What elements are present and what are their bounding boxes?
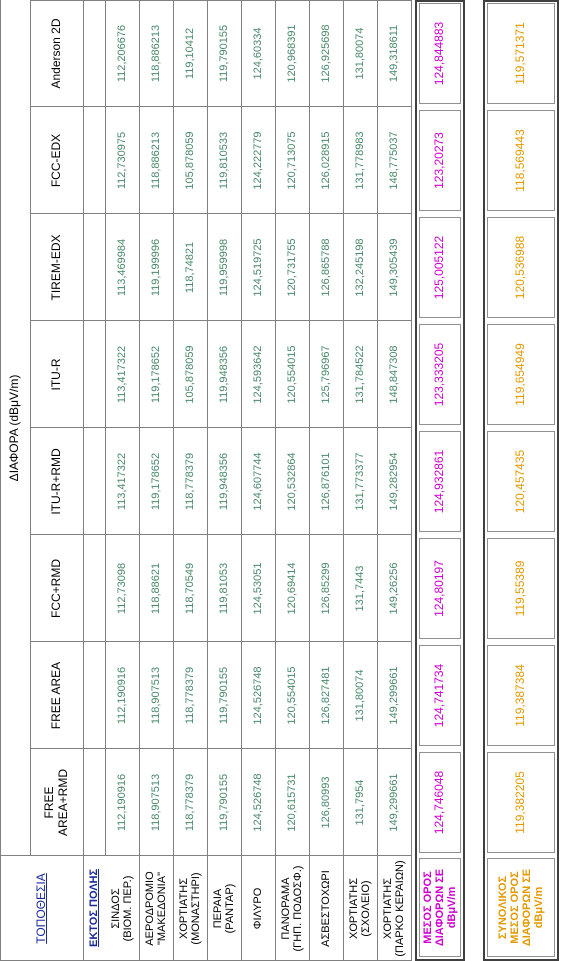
summary-value: 123,20273: [432, 132, 447, 189]
grid-line: [411, 0, 412, 961]
table-cell: 120,532864: [285, 452, 298, 511]
grid-line: [377, 0, 378, 961]
table-cell: 118,778379: [183, 452, 196, 511]
table-cell: 112,73098: [115, 562, 128, 615]
summary-value: 125,005122: [432, 235, 447, 300]
grid-line: [30, 213, 411, 214]
summary-value: 123,333205: [432, 342, 447, 407]
table-cell: 120,554015: [285, 345, 298, 404]
table-cell: 113,417322: [115, 452, 128, 511]
table-cell: 113,469984: [115, 238, 128, 297]
table-cell: 118,778379: [183, 666, 196, 725]
table-cell: 131,7954: [353, 779, 366, 826]
table-cell: 119,948356: [217, 345, 230, 404]
grid-line: [0, 855, 411, 856]
table-cell: 120,69414: [285, 562, 298, 615]
table-cell: 131,778983: [353, 131, 366, 190]
table-cell: 119,178652: [149, 345, 162, 404]
table-cell: 131,784522: [353, 345, 366, 404]
row-label: ΑΕΡΟΔΡΟΜΙΟ "ΜΑΚΕΔΟΝΙΑ": [143, 871, 168, 946]
grid-line: [207, 0, 208, 961]
table-cell: 124,53051: [251, 562, 264, 615]
grid-line: [309, 0, 310, 961]
section-label[interactable]: ΕΚΤΟΣ ΠΟΛΗΣ: [87, 868, 100, 947]
table-cell: 119,81053: [217, 562, 230, 615]
column-header: Anderson 2D: [48, 18, 63, 89]
table-cell: 118,886213: [149, 24, 162, 83]
table-cell: 119,948356: [217, 452, 230, 511]
column-header: TIREM-EDX: [48, 234, 63, 301]
grid-line: [30, 748, 411, 749]
table-cell: 119,790155: [217, 773, 230, 832]
table-cell: 119,810533: [217, 131, 230, 190]
summary-value: 119,55389: [513, 560, 528, 617]
table-cell: 124,60334: [251, 27, 264, 80]
table-cell: 120,968391: [285, 24, 298, 83]
table-cell: 149,305439: [387, 238, 400, 297]
summary-value: 124,746048: [432, 770, 447, 835]
table-cell: 112,190916: [115, 666, 128, 725]
table-cell: 131,773377: [353, 452, 366, 511]
summary-value: 119,654949: [513, 343, 528, 406]
summary-value: 124,844883: [432, 21, 447, 86]
grid-line: [343, 0, 344, 961]
grid-line: [83, 0, 84, 961]
column-header: FCC-EDX: [48, 133, 63, 188]
column-header: FCC+RMD: [48, 559, 63, 618]
table-cell: 112,206676: [115, 24, 128, 83]
row-label: ΠΑΝΟΡΑΜΑ (ΓΗΠ. ΠΟΔΟΣΦ.): [279, 865, 304, 952]
table-cell: 118,778379: [183, 773, 196, 832]
table-cell: 119,790155: [217, 24, 230, 83]
column-header: ITU-R: [48, 358, 63, 391]
grid-line: [30, 320, 411, 321]
row-label: ΦΙΛΥΡΟ: [251, 887, 264, 930]
table-cell: 118,886213: [149, 131, 162, 190]
grid-line: [0, 0, 1, 961]
grid-line: [30, 0, 411, 1]
table-cell: 124,593642: [251, 345, 264, 404]
summary-value: 124,80197: [432, 560, 447, 617]
table-cell: 112,730975: [115, 131, 128, 190]
table-cell: 118,907513: [149, 773, 162, 832]
table-cell: 119,199996: [149, 238, 162, 297]
row-label: ΧΟΡΤΙΑΤΗΣ (ΣΧΟΛΕΙΟ): [347, 878, 372, 939]
table-cell: 120,615731: [285, 773, 298, 832]
grid-line: [30, 0, 31, 856]
column-header: ITU-R+RMD: [48, 448, 63, 515]
summary-value: 119,382205: [513, 771, 528, 834]
table-cell: 149,299661: [387, 666, 400, 725]
summary-label: ΜΕΣΟΣ ΟΡΟΣ ΔΙΑΦΟΡΩΝ ΣΕ dBμV/m: [421, 868, 459, 947]
summary-value: 119,387384: [513, 664, 528, 727]
summary-value: 124,741734: [432, 663, 447, 728]
grid-line: [139, 0, 140, 961]
row-label: ΑΣΒΕΣΤΟΧΩΡΙ: [319, 870, 332, 947]
grid-line: [30, 106, 411, 107]
table-cell: 126,827481: [319, 666, 332, 725]
table-cell: 149,318611: [387, 24, 400, 83]
table-cell: 120,713075: [285, 131, 298, 190]
difference-header: ΔΙΑΦΟΡΑ (dBμV/m): [7, 374, 22, 482]
column-header: FREE AREA+RMD: [42, 769, 70, 837]
grid-line: [241, 0, 242, 961]
table-cell: 120,731755: [285, 238, 298, 297]
table-cell: 124,526748: [251, 666, 264, 725]
table-cell: 118,88621: [149, 562, 162, 615]
table-cell: 124,519725: [251, 238, 264, 297]
table-cell: 119,10412: [183, 27, 196, 80]
row-label: ΣΙΝΔΟΣ (ΒΙΟΜ. ΠΕΡ.): [109, 875, 134, 942]
table-cell: 118,74821: [183, 241, 196, 294]
table-cell: 124,222779: [251, 131, 264, 190]
table-cell: 124,607744: [251, 452, 264, 511]
table-cell: 149,299661: [387, 773, 400, 832]
table-cell: 105,878059: [183, 131, 196, 190]
table-cell: 131,80074: [353, 669, 366, 722]
grid-line: [173, 0, 174, 961]
table-cell: 118,907513: [149, 666, 162, 725]
grid-line: [30, 534, 411, 535]
summary-value: 119,571371: [513, 22, 528, 85]
table-cell: 132,245198: [353, 238, 366, 297]
summary-value: 124,932861: [432, 449, 447, 514]
summary-value: 120,457435: [513, 449, 528, 514]
table-cell: 119,790155: [217, 666, 230, 725]
table-cell: 126,028915: [319, 131, 332, 190]
row-label: ΧΟΡΤΙΑΤΗΣ (ΠΑΡΚΟ ΚΕΡΑΙΩΝ): [381, 860, 406, 957]
table-cell: 125,796967: [319, 345, 332, 404]
grid-line: [30, 427, 411, 428]
grid-line: [30, 641, 411, 642]
table-cell: 119,178652: [149, 452, 162, 511]
summary-label: ΣΥΝΟΛΙΚΟΣ ΜΕΣΟΣ ΟΡΟΣ ΔΙΑΦΟΡΩΝ ΣΕ dBμV/m: [496, 868, 546, 947]
table-cell: 126,876101: [319, 452, 332, 511]
table-cell: 120,554015: [285, 666, 298, 725]
table-cell: 112,190916: [115, 773, 128, 832]
table-cell: 124,526748: [251, 773, 264, 832]
table-cell: 119,959998: [217, 238, 230, 297]
grid-line: [105, 0, 106, 856]
table-cell: 105,878059: [183, 345, 196, 404]
summary-value: 120,536988: [513, 235, 528, 300]
table-cell: 126,80993: [319, 776, 332, 829]
table-cell: 131,80074: [353, 27, 366, 80]
table-cell: 126,925698: [319, 24, 332, 83]
column-header: FREE AREA: [48, 661, 63, 730]
table-cell: 118,70549: [183, 562, 196, 615]
table-cell: 126,85299: [319, 562, 332, 615]
row-label: ΧΟΡΤΙΑΤΗΣ (ΜΟΝΑΣΤΗΡΙ): [177, 872, 202, 945]
location-header[interactable]: ΤΟΠΟΘΕΣΙΑ: [33, 873, 48, 944]
table-cell: 149,26256: [387, 562, 400, 615]
row-label: ΠΕΡΑΙΑ (ΡΑΝΤΑΡ): [211, 883, 236, 934]
table-cell: 148,775037: [387, 131, 400, 190]
table-cell: 131,7443: [353, 565, 366, 612]
table-cell: 149,282954: [387, 452, 400, 511]
grid-line: [275, 0, 276, 961]
table-cell: 113,417322: [115, 345, 128, 404]
table-cell: 126,865788: [319, 238, 332, 297]
summary-value: 118,569443: [513, 129, 528, 192]
table-cell: 148,847308: [387, 345, 400, 404]
